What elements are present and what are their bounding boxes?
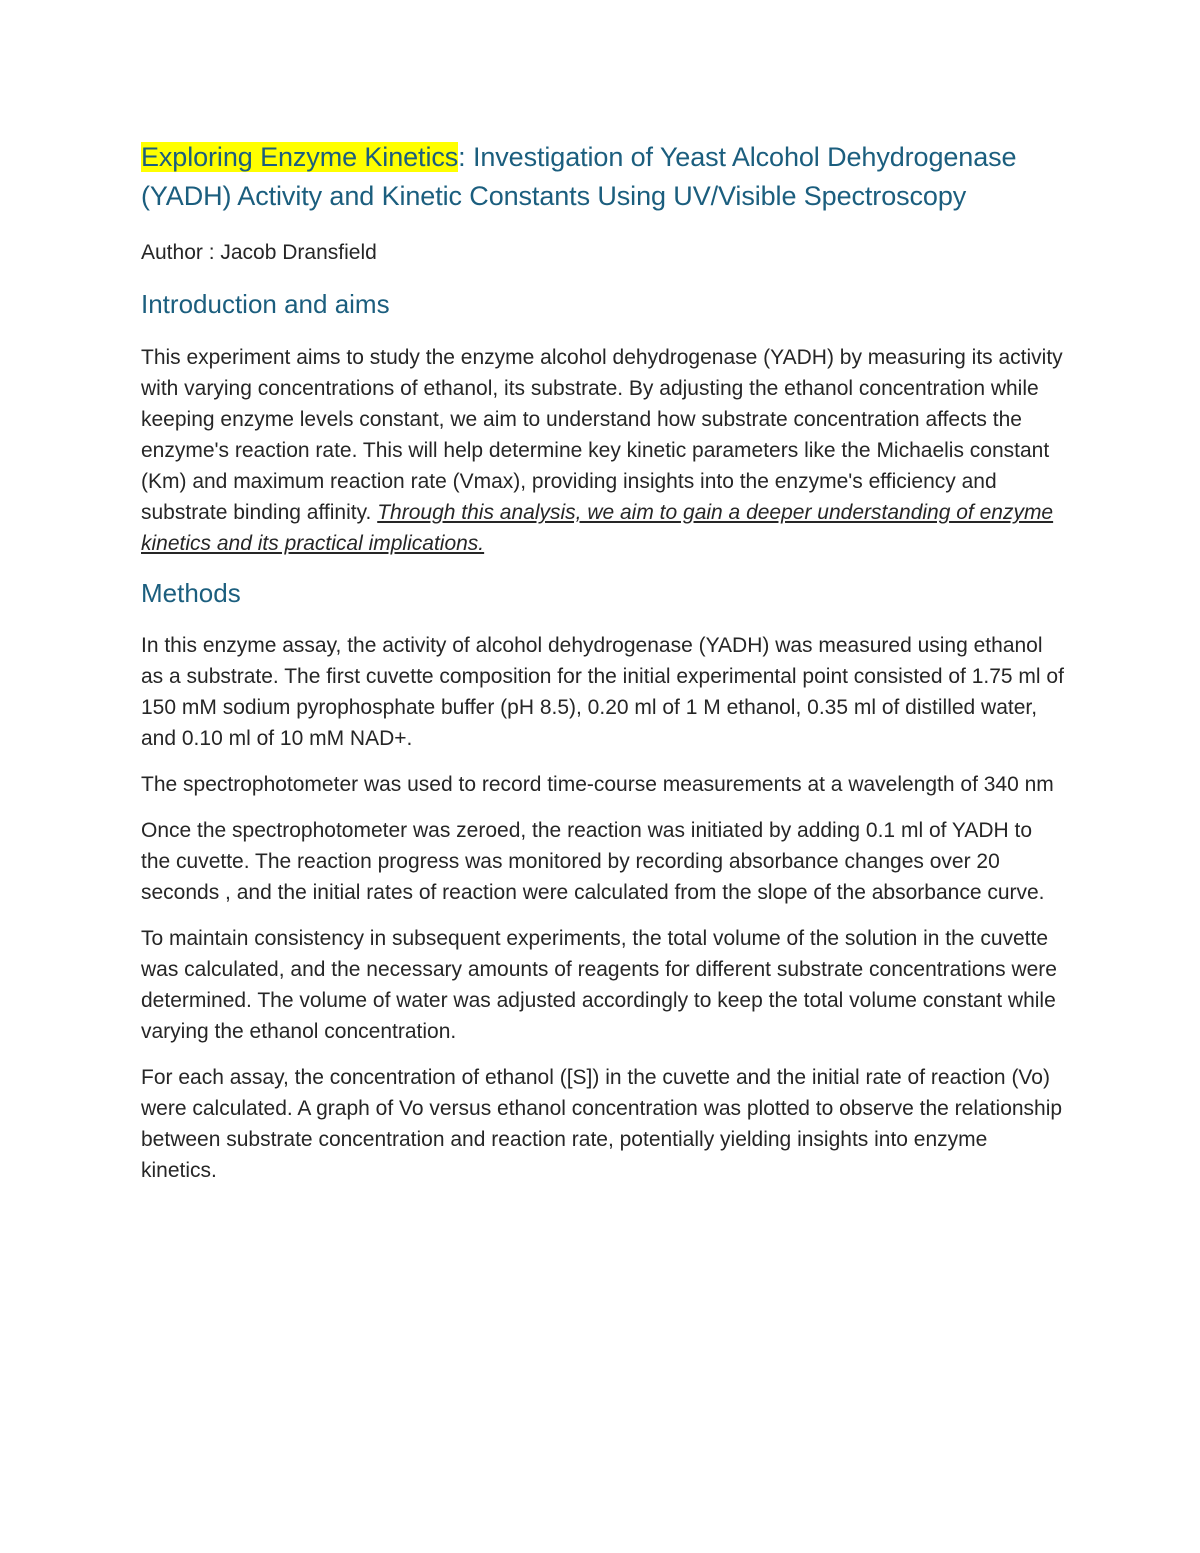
methods-paragraph-1: In this enzyme assay, the activity of alcohol dehydrogenase (YADH) was measured using ethanol as a substrate. The first cuvette composition for the initial experimental point consisted of 1.75 ml of 150 mM sodium pyrophosphate buffer (pH 8.5), 0.20 ml of 1 M ethanol, 0.35 ml of distilled water, and 0.10 ml of 10 mM NAD+. [141, 634, 1064, 750]
title-rest: : Investigation of Yeast Alcohol Dehydrogenase (YADH) Activity and Kinetic Constants Using UV/Visible Spectroscopy [141, 142, 1017, 211]
methods-paragraph-3: Once the spectrophotometer was zeroed, the reaction was initiated by adding 0.1 ml of YADH to the cuvette. The reaction progress was monitored by recording absorbance changes over 20 seconds , and the initial rates of reaction were calculated from the slope of the absorbance curve. [141, 819, 1045, 904]
document-page [141, 138, 1066, 1186]
document-title [141, 138, 1066, 216]
methods-paragraph-5: For each assay, the concentration of ethanol ([S]) in the cuvette and the initial rate of reaction (Vo) were calculated. A graph of Vo versus ethanol concentration was plotted to observe the relationship between substrate concentration and reaction rate, potentially yielding insights into enzyme kinetics. [141, 1066, 1063, 1182]
methods-heading: Methods [141, 578, 241, 608]
intro-emphasis: Through this analysis, we aim to gain a deeper understanding of enzyme kinetics and its practical implications. [141, 501, 1054, 555]
intro-text: This experiment aims to study the enzyme alcohol dehydrogenase (YADH) by measuring its activity with varying concentrations of ethanol, its substrate. By adjusting the ethanol concentration while keeping enzyme levels constant, we aim to understand how substrate concentration affects the enzyme's reaction rate. This will help determine key kinetic parameters like the Michaelis constant (Km) and maximum reaction rate (Vmax), providing insights into the enzyme's efficiency and substrate binding affinity. [141, 346, 1063, 524]
author-line: Author : Jacob Dransfield [141, 241, 377, 264]
intro-paragraph [141, 342, 1066, 559]
intro-heading: Introduction and aims [141, 289, 390, 319]
title-highlight: Exploring Enzyme Kinetics [141, 142, 459, 172]
methods-paragraph-2: The spectrophotometer was used to record time-course measurements at a wavelength of 340 nm [141, 773, 1054, 796]
methods-paragraph-4: To maintain consistency in subsequent experiments, the total volume of the solution in the cuvette was calculated, and the necessary amounts of reagents for different substrate concentrations were determined. The volume of water was adjusted accordingly to keep the total volume constant while varying the ethanol concentration. [141, 927, 1057, 1043]
